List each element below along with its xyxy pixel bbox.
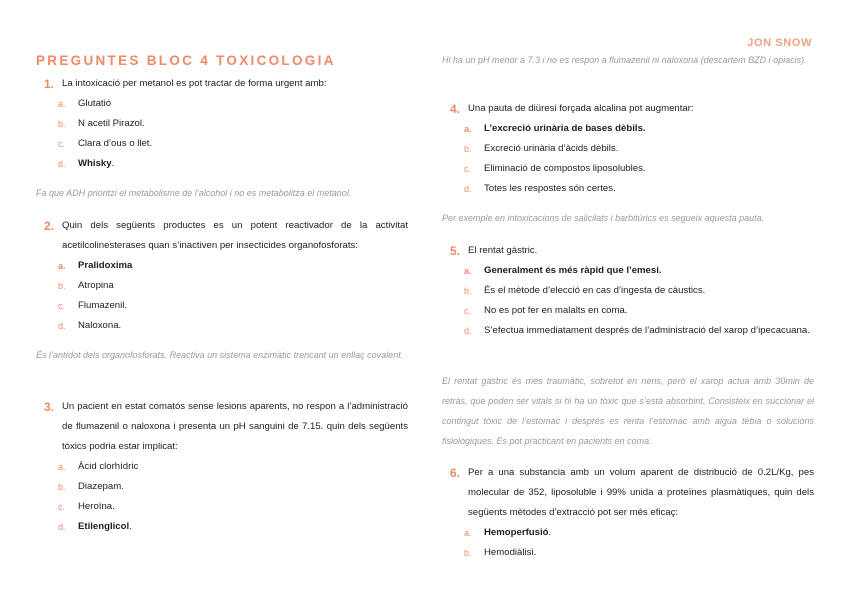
option-text: Heroïna. <box>78 501 115 512</box>
option-a <box>442 523 814 543</box>
option-a <box>442 261 814 281</box>
option-letter: d. <box>58 321 66 331</box>
option-suffix: . <box>129 521 132 532</box>
question-number: 3. <box>44 400 55 414</box>
question-number: 4. <box>450 102 461 116</box>
option-a <box>36 94 408 114</box>
option-letter: a. <box>464 124 472 134</box>
option-c <box>36 497 408 517</box>
option-a <box>442 119 814 139</box>
option-letter: d. <box>464 326 472 336</box>
option-b <box>36 114 408 134</box>
option-text: Totes les respostes són certes. <box>484 183 616 194</box>
option-list <box>442 523 814 563</box>
option-letter: a. <box>58 261 66 271</box>
option-d <box>36 517 408 537</box>
option-letter: a. <box>464 266 472 276</box>
option-letter: b. <box>58 119 66 129</box>
question-text: Una pauta de diüresi forçada alcalina pot augmentar: <box>468 103 694 114</box>
option-letter: d. <box>58 522 66 532</box>
question-text: Per a una substancia amb un volum aparent de distribució de 0.2L/Kg, pes molecular de 352, liposoluble i 99% unida a proteïnes plasmàtiques, quin dels següents mètodes d’extracció pot ser més eficaç: <box>468 467 814 518</box>
option-b <box>36 477 408 497</box>
option-list <box>442 261 814 341</box>
option-a <box>36 256 408 276</box>
option-list <box>36 457 408 537</box>
option-letter: b. <box>464 548 472 558</box>
option-b <box>442 281 814 301</box>
option-text: Excreció urinària d’àcids dèbils. <box>484 143 619 154</box>
explanation-note: El rentat gàstric és mes traumàtic, sobretot en nens, però el xarop actua amb 30min de retràs, que poden ser vitals si hi ha un tòxic que s’està absorbint. Consisteix en succionar el contingut tòxic de l’estòmac i després es renta l’estomac amb aigua tèbia o solucions fisiològiques. Es pot practicant en pacients en coma. <box>442 376 814 446</box>
option-letter: c. <box>464 164 472 174</box>
correct-answer-text: Whisky <box>78 158 112 169</box>
option-b <box>36 276 408 296</box>
option-suffix: . <box>111 158 115 169</box>
option-letter: c. <box>58 301 66 311</box>
question-text: El rentat gàstric. <box>468 245 538 256</box>
explanation-note: Per exemple en intoxicacions de salicilats i barbitúrics es segueix aquesta pauta. <box>442 213 765 223</box>
option-text: Clara d’ous o llet. <box>78 138 153 149</box>
option-letter: a. <box>58 99 66 109</box>
option-text: Generalment és més ràpid que l’emesi. <box>484 265 662 276</box>
question-2 <box>36 216 408 336</box>
option-text: N acetil Pirazol. <box>78 118 145 129</box>
question-text: Quin dels següents productes es un potent reactivador de la activitat acetilcolinesterases quan s’inactiven per insecticides organofosforats: <box>62 220 408 251</box>
question-number: 1. <box>44 77 55 91</box>
question-number: 5. <box>450 244 461 258</box>
option-d <box>36 316 408 336</box>
explanation-note: Hi ha un pH menor a 7.3 i no es respon a flumazenil ni naloxona (descartem BZD i opiacis). <box>442 55 807 65</box>
option-letter: b. <box>58 281 66 291</box>
option-d <box>442 321 814 341</box>
correct-answer-text: Hemoperfusió <box>484 527 549 538</box>
question-4 <box>442 99 814 199</box>
question-6 <box>442 463 814 563</box>
author-name: JON SNOW <box>747 37 812 49</box>
option-c <box>36 296 408 316</box>
option-text: S’efectua immediatament després de l’administració del xarop d’ipecacuana. <box>484 325 810 336</box>
option-text: Pralidoxima <box>78 260 133 271</box>
correct-answer-text: Etilenglicol <box>78 521 130 532</box>
option-text: Diazepam. <box>78 481 124 492</box>
option-b <box>442 543 814 563</box>
option-letter: c. <box>464 306 472 316</box>
option-letter: d. <box>464 184 472 194</box>
option-text: És el mètode d’elecció en cas d’ingesta de càustics. <box>484 285 706 296</box>
option-text: Àcid clorhídric <box>78 461 139 472</box>
option-letter: b. <box>464 144 472 154</box>
question-number: 6. <box>450 466 461 480</box>
option-c <box>36 134 408 154</box>
question-number: 2. <box>44 219 55 233</box>
option-list <box>442 119 814 199</box>
question-text: Un pacient en estat comatós sense lesions aparents, no respon a l’administració de flumazenil o naloxona i presenta un pH sanguini de 7.15. quin dels següents tòxics podria estar implicat: <box>62 401 408 452</box>
option-text: L’excreció urinària de bases dèbils. <box>484 123 646 134</box>
option-d <box>442 179 814 199</box>
option-letter: d. <box>58 159 66 169</box>
explanation-note: És l’antídot dels organofosforats. Reactiva un sistema enzimàtic trencant un enllaç covalent. <box>36 350 404 360</box>
option-text: Eliminació de compostos liposolubles. <box>484 163 646 174</box>
option-letter: c. <box>58 502 66 512</box>
option-letter: c. <box>58 139 66 149</box>
option-list <box>36 256 408 336</box>
option-suffix: . <box>548 527 552 538</box>
explanation-note: Fa que ADH prioritzi el metabolisme de l’alcohol i no es metabolitza el metanol. <box>36 188 352 198</box>
option-b <box>442 139 814 159</box>
question-1 <box>36 74 408 174</box>
option-letter: a. <box>58 462 66 472</box>
option-text: Hemodiàlisi. <box>484 547 537 558</box>
option-text: No es pot fer en malalts en coma. <box>484 305 628 316</box>
option-letter: b. <box>464 286 472 296</box>
option-c <box>442 301 814 321</box>
question-text: La intoxicació per metanol es pot tractar de forma urgent amb: <box>62 78 327 89</box>
option-d <box>36 154 408 174</box>
option-text: Glutatió <box>78 98 112 109</box>
option-letter: a. <box>464 528 472 538</box>
option-letter: b. <box>58 482 66 492</box>
document-title: PREGUNTES BLOC 4 TOXICOLOGIA <box>36 53 336 68</box>
question-3 <box>36 397 408 537</box>
option-a <box>36 457 408 477</box>
option-text: Naloxona. <box>78 320 122 331</box>
option-text: Atropina <box>78 280 114 291</box>
question-5 <box>442 241 814 341</box>
option-list <box>36 94 408 174</box>
option-c <box>442 159 814 179</box>
option-text: Flumazenil. <box>78 300 128 311</box>
